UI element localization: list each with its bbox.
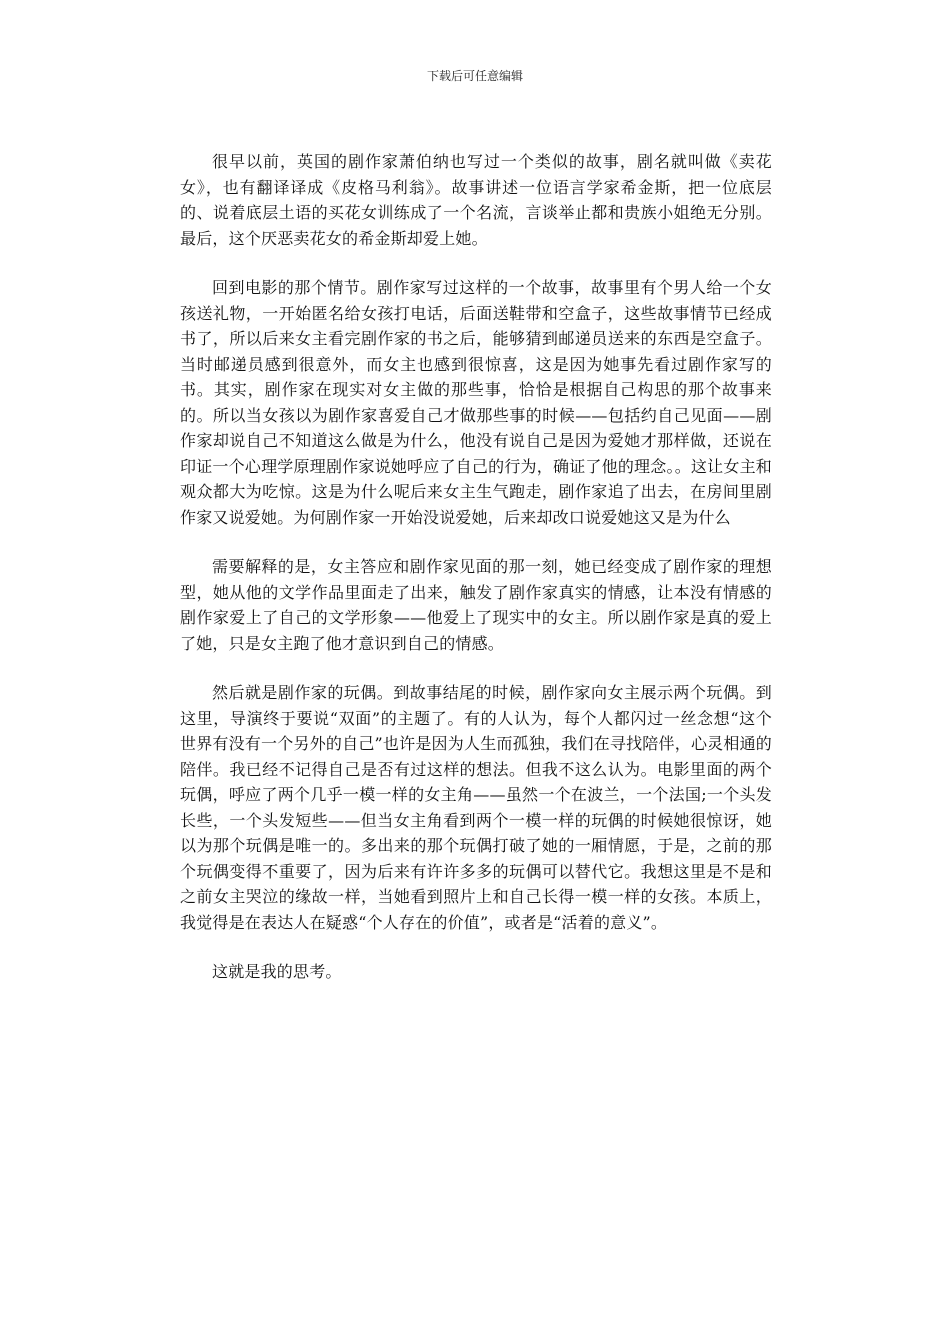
document-body	[180, 149, 772, 1009]
paragraph-2: 回到电影的那个情节。剧作家写过这样的一个故事，故事里有个男人给一个女孩送礼物，一开始匿名给女孩打电话，后面送鞋带和空盒子，这些故事情节已经成书了，所以后来女主看完剧作家的书之后，能够猜到邮递员送来的东西是空盒子。当时邮递员感到很意外，而女主也感到很惊喜，这是因为她事先看过剧作家写的书。其实，剧作家在现实对女主做的那些事，恰恰是根据自己构思的那个故事来的。所以当女孩以为剧作家喜爱自己才做那些事的时候——包括约自己见面——剧作家却说自己不知道这么做是为什么，他没有说自己是因为爱她才那样做，还说在印证一个心理学原理剧作家说她呼应了自己的行为，确证了他的理念。。这让女主和观众都大为吃惊。这是为什么呢后来女主生气跑走，剧作家追了出去，在房间里剧作家又说爱她。为何剧作家一开始没说爱她，后来却改口说爱她这又是为什么	[180, 278, 772, 527]
paragraph-1: 很早以前，英国的剧作家萧伯纳也写过一个类似的故事，剧名就叫做《卖花女》，也有翻译译成《皮格马利翁》。故事讲述一位语言学家希金斯，把一位底层的、说着底层土语的买花女训练成了一个名流，言谈举止都和贵族小姐绝无分别。最后，这个厌恶卖花女的希金斯却爱上她。	[180, 152, 772, 248]
paragraph-3: 需要解释的是，女主答应和剧作家见面的那一刻，她已经变成了剧作家的理想型，她从他的文学作品里面走了出来，触发了剧作家真实的情感，让本没有情感的剧作家爱上了自己的文学形象——他爱上了现实中的女主。所以剧作家是真的爱上了她，只是女主跑了他才意识到自己的情感。	[180, 557, 772, 653]
paragraph-5: 这就是我的思考。	[212, 962, 342, 981]
paragraph-4: 然后就是剧作家的玩偶。到故事结尾的时候，剧作家向女主展示两个玩偶。到这里，导演终于要说“双面”的主题了。有的人认为，每个人都闪过一丝念想“这个世界有没有一个另外的自己”也许是因为人生而孤独，我们在寻找陪伴，心灵相通的陪伴。我已经不记得自己是否有过这样的想法。但我不这么认为。电影里面的两个玩偶，呼应了两个几乎一模一样的女主角——虽然一个在波兰，一个法国;一个头发长些，一个头发短些——但当女主角看到两个一模一样的玩偶的时候她很惊讶，她以为那个玩偶是唯一的。多出来的那个玩偶打破了她的一厢情愿，于是，之前的那个玩偶变得不重要了，因为后来有许许多多的玩偶可以替代它。我想这里是不是和之前女主哭泣的缘故一样，当她看到照片上和自己长得一模一样的女孩。本质上，我觉得是在表达人在疑惑“个人存在的价值”，或者是“活着的意义”。	[180, 683, 772, 932]
page-header: 下载后可任意编辑	[426, 69, 523, 83]
